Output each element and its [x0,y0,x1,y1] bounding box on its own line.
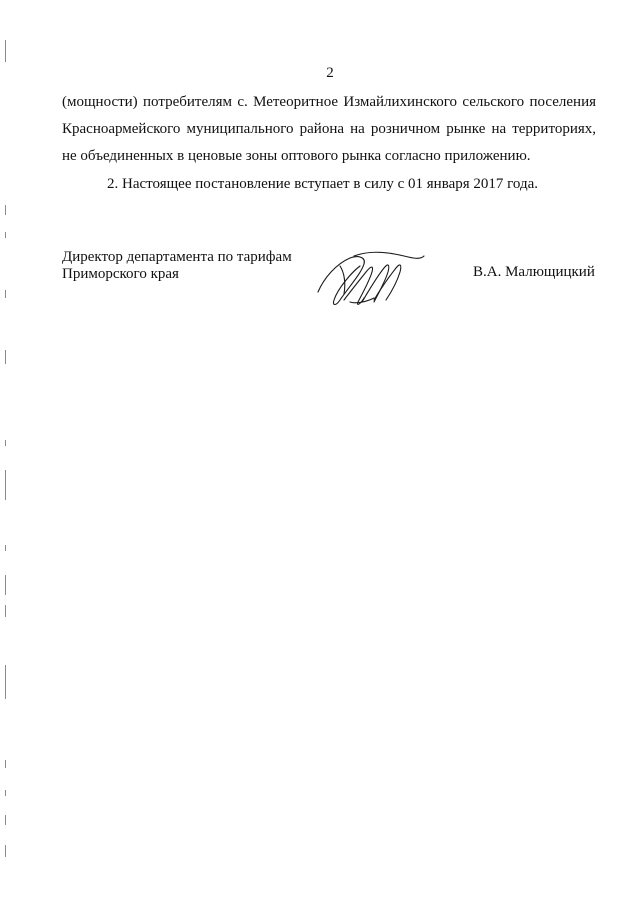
scan-edge-marks [0,0,12,905]
signer-title-line-1: Директор департамента по тарифам [62,249,292,265]
signer-title [62,249,292,283]
paragraph-1 [62,89,596,170]
signer-name: В.А. Малющицкий [473,264,595,280]
paragraph-1-line-1: (мощности) потребителям с. Метеоритное Измайлихинского сельского поселения [62,94,596,110]
handwritten-signature-icon [314,242,426,310]
page-number: 2 [326,65,334,81]
signer-title-line-2: Приморского края [62,266,179,282]
paragraph-1-line-3: не объединенных в ценовые зоны оптового рынка согласно приложению. [62,148,531,164]
paragraph-1-line-2: Красноармейского муниципального района на розничном рынке на территориях, [62,121,596,137]
paragraph-2: 2. Настоящее постановление вступает в силу с 01 января 2017 года. [107,176,539,192]
